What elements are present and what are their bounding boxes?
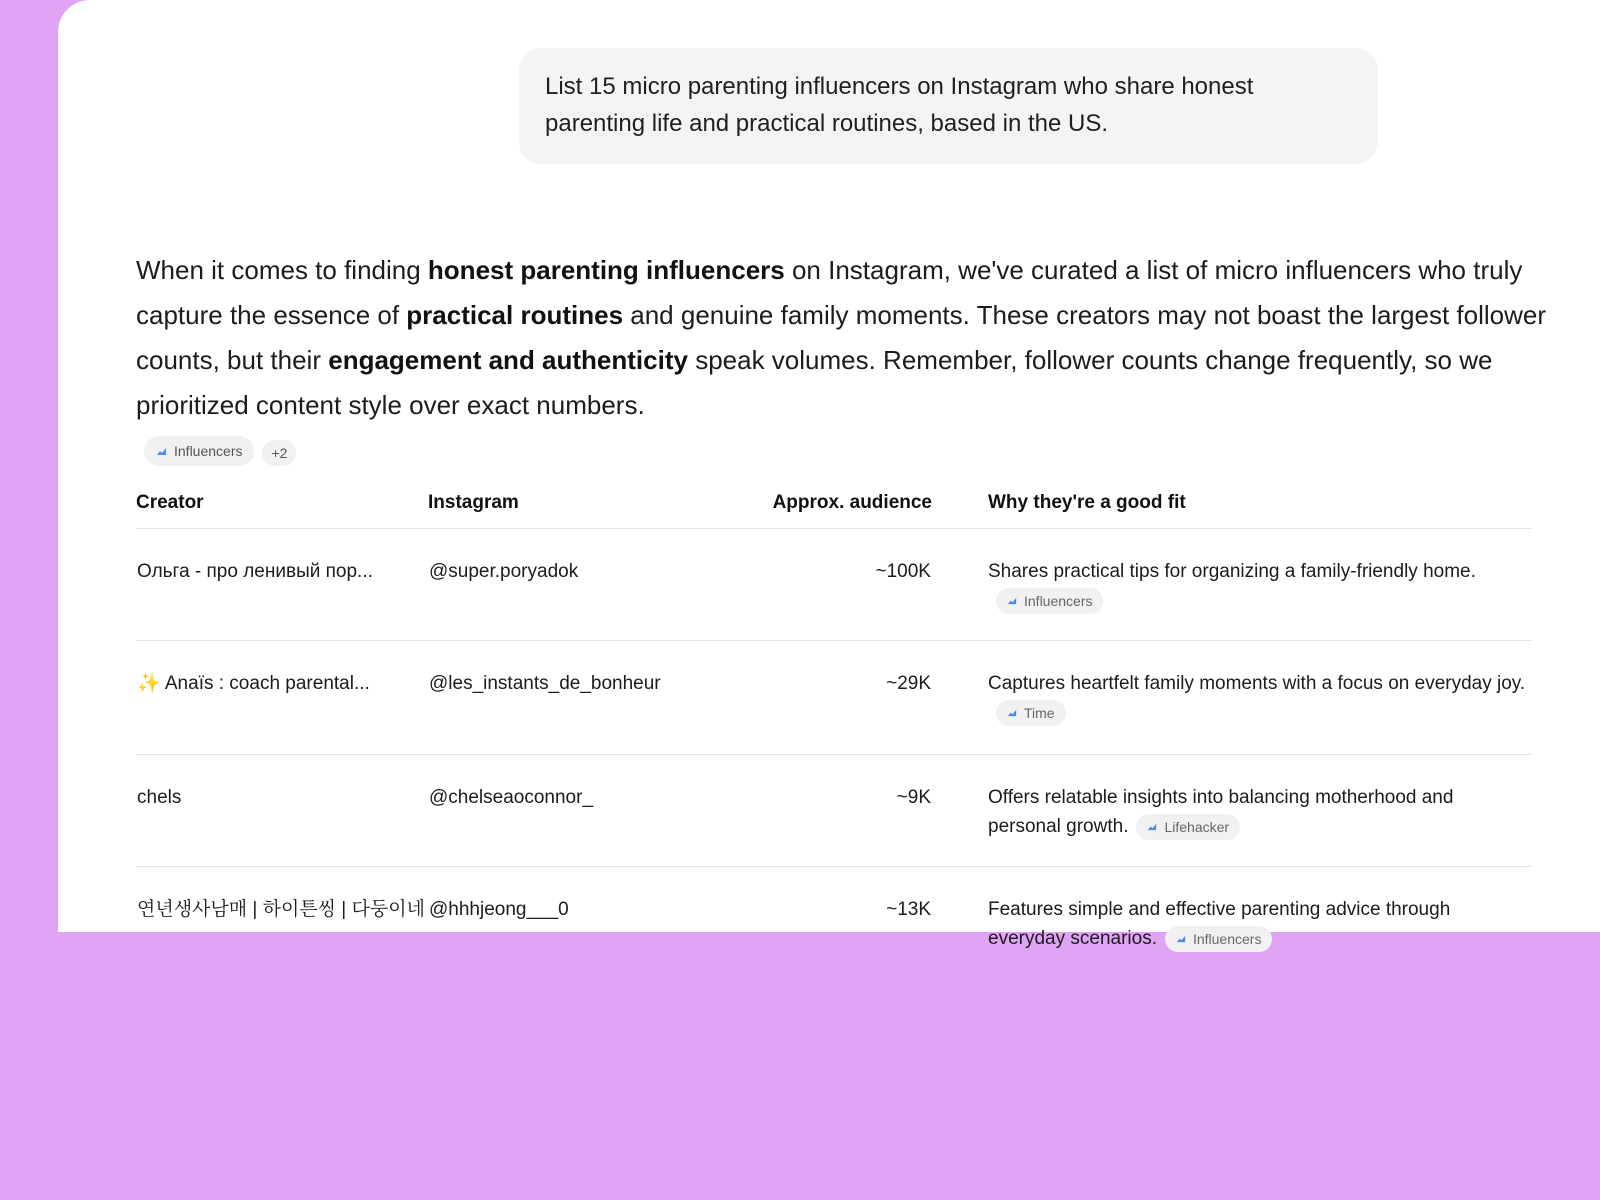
source-chip[interactable] [1136,814,1240,840]
header-audience: Approx. audience [688,478,932,529]
audience-cell: ~9K [688,755,932,867]
assistant-answer [136,248,1576,428]
source-chip-label: Influencers [1192,930,1262,947]
more-sources-chip[interactable] [262,440,296,466]
why-cell [932,755,1531,867]
answer-text: and genuine family moments. These creators may not boast the largest follower counts, but their [136,300,1547,375]
answer-bold: engagement and authenticity [328,345,688,375]
source-chip[interactable] [1165,926,1272,952]
source-chip-label: Lifehacker [1164,818,1230,835]
instagram-handle[interactable]: @hhhjeong___0 [429,899,569,920]
answer-bold: honest parenting influencers [427,255,785,285]
creator-cell: chels [136,755,428,867]
header-why: Why they're a good fit [932,478,1531,529]
why-cell [932,529,1531,641]
table-row [136,755,1531,867]
table-header-row [136,478,1531,529]
more-sources-label: +2 [271,445,288,461]
source-chip[interactable] [996,700,1066,726]
source-chip-label: Influencers [174,443,243,459]
answer-text: on Instagram, we've curated a list of micro influencers who truly capture the essence of [136,255,1523,330]
why-text: Shares practical tips for organizing a family-friendly home. [988,561,1476,582]
answer-text: When it comes to finding [136,255,428,285]
why-cell [932,641,1531,755]
table-row [136,529,1531,641]
influencer-table [136,478,1531,978]
audience-cell: ~100K [688,529,932,641]
header-creator: Creator [136,478,428,529]
source-chip-influencers[interactable] [144,436,254,466]
chart-icon [1007,595,1018,606]
instagram-handle[interactable]: @super.poryadok [428,529,688,641]
creator-cell: ✨ Anaïs : coach parental... [136,641,428,755]
audience-cell: ~29K [688,641,932,755]
chart-icon [1147,821,1158,832]
user-message-bubble [519,48,1378,164]
table-row [136,867,1531,979]
creator-cell: Ольга - про ленивый пор... [136,529,428,641]
chart-icon [156,445,168,457]
chart-icon [1007,707,1018,718]
why-cell [932,867,1531,979]
chat-panel [58,0,1600,949]
audience-cell: ~13K [886,899,931,920]
answer-text: speak volumes. Remember, follower counts change frequently, so we prioritized content style over exact numbers. [136,345,1493,420]
source-chip-label: Influencers [1024,592,1093,609]
user-message-text: List 15 micro parenting influencers on Instagram who share honest parenting life and practical routines, based in the US. [545,73,1254,137]
why-text: Captures heartfelt family moments with a focus on everyday joy. [988,673,1526,694]
answer-bold: practical routines [406,300,624,330]
table-row [136,641,1531,755]
source-chips [144,436,296,466]
why-text: Offers relatable insights into balancing motherhood and personal growth. [988,787,1454,837]
source-chip[interactable] [996,588,1103,614]
why-text: Features simple and effective parenting advice through everyday scenarios. [988,899,1451,949]
chart-icon [1176,933,1187,944]
source-chip-label: Time [1024,704,1055,721]
instagram-handle[interactable]: @chelseaoconnor_ [428,755,688,867]
header-instagram: Instagram [428,478,688,529]
instagram-handle[interactable]: @les_instants_de_bonheur [428,641,688,755]
creator-cell: 연년생사남매 | 하이튼씽 | 다둥이네 [137,899,425,920]
